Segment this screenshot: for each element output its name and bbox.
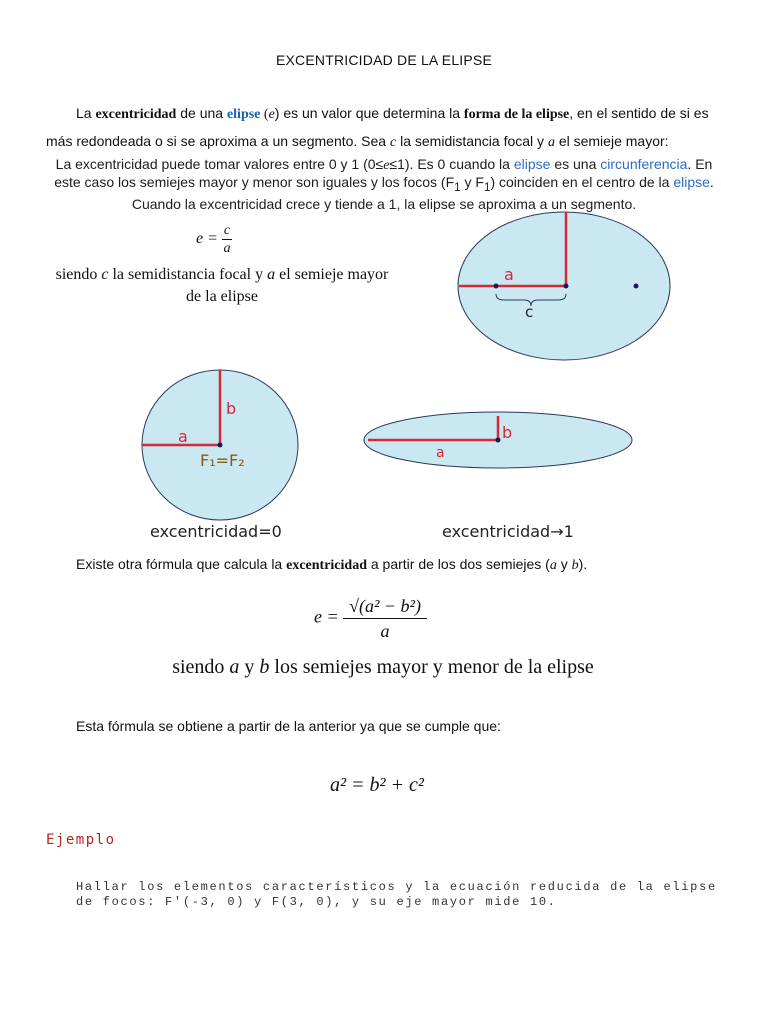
caption-excentricidad-0: excentricidad=0 bbox=[150, 522, 282, 541]
formula-pythagoras: a² = b² + c² bbox=[330, 774, 424, 796]
focus-point bbox=[634, 284, 639, 289]
focus-point bbox=[494, 284, 499, 289]
example-problem: Hallar los elementos característicos y la ecuación reducida de la elipse de focos: F'(-3, 0) y F(3, 0), y su eje mayor mide 10. bbox=[76, 880, 717, 909]
label-a: a bbox=[504, 265, 514, 284]
formula1-caption: siendo c la semidistancia focal y a el semieje mayor de la elipse bbox=[55, 266, 389, 305]
label-b: b bbox=[226, 399, 237, 418]
paragraph-relation: Esta fórmula se obtiene a partir de la anterior ya que se cumple que: bbox=[76, 718, 501, 734]
circle-diagram bbox=[138, 366, 304, 526]
center-point bbox=[218, 443, 223, 448]
label-a: a bbox=[436, 445, 445, 461]
example-heading: Ejemplo bbox=[46, 832, 116, 848]
link-elipse[interactable]: elipse bbox=[673, 174, 710, 190]
ellipse-diagram bbox=[454, 210, 674, 380]
link-elipse[interactable]: elipse bbox=[226, 107, 261, 122]
paragraph-second-formula: Existe otra fórmula que calcula la excentricidad a partir de los dos semiejes (a y b). bbox=[76, 556, 588, 573]
link-circunferencia[interactable]: circunferencia bbox=[600, 156, 688, 172]
label-a: a bbox=[178, 427, 188, 446]
flat-ellipse-diagram bbox=[360, 406, 640, 472]
formula-e-sqrt: e = $\frac{\text{√(a² − b²)}}{a}$ bbox=[314, 594, 427, 643]
label-foci: F₁=F₂ bbox=[200, 451, 245, 470]
center-point bbox=[496, 438, 501, 443]
center-point bbox=[564, 284, 569, 289]
intro-paragraph: La excentricidad de una elipse (e) es un valor que determina la forma de la elipse, en el sentido de si es más redondeada o si se aproxima a un segmento. Sea c la semidistancia focal y a el semieje mayor: bbox=[46, 105, 709, 150]
label-c: c bbox=[525, 303, 534, 321]
term-forma: forma de la elipse bbox=[463, 107, 570, 122]
note-paragraph: La excentricidad puede tomar valores entre 0 y 1 (0≤e≤1). Es 0 cuando la elipse es una circunferencia. En este caso los semiejes mayor y menor son iguales y los focos ($F_1$ y $F_1$) coinciden en el centro de la elipse. Cuando la excentricidad crece y tiende a 1, la elipse se aproxima a un segmento. bbox=[54, 156, 714, 212]
formula-e-c-over-a: e = $\frac{c}{a}$ bbox=[196, 223, 231, 256]
caption-excentricidad-1: excentricidad→1 bbox=[442, 522, 574, 541]
term-excentricidad: excentricidad bbox=[95, 107, 177, 122]
link-elipse[interactable]: elipse bbox=[513, 156, 551, 172]
page-title: EXCENTRICIDAD DE LA ELIPSE bbox=[275, 52, 493, 68]
label-b: b bbox=[502, 423, 513, 442]
formula2-caption: siendo a y b los semiejes mayor y menor de la elipse bbox=[172, 656, 594, 678]
